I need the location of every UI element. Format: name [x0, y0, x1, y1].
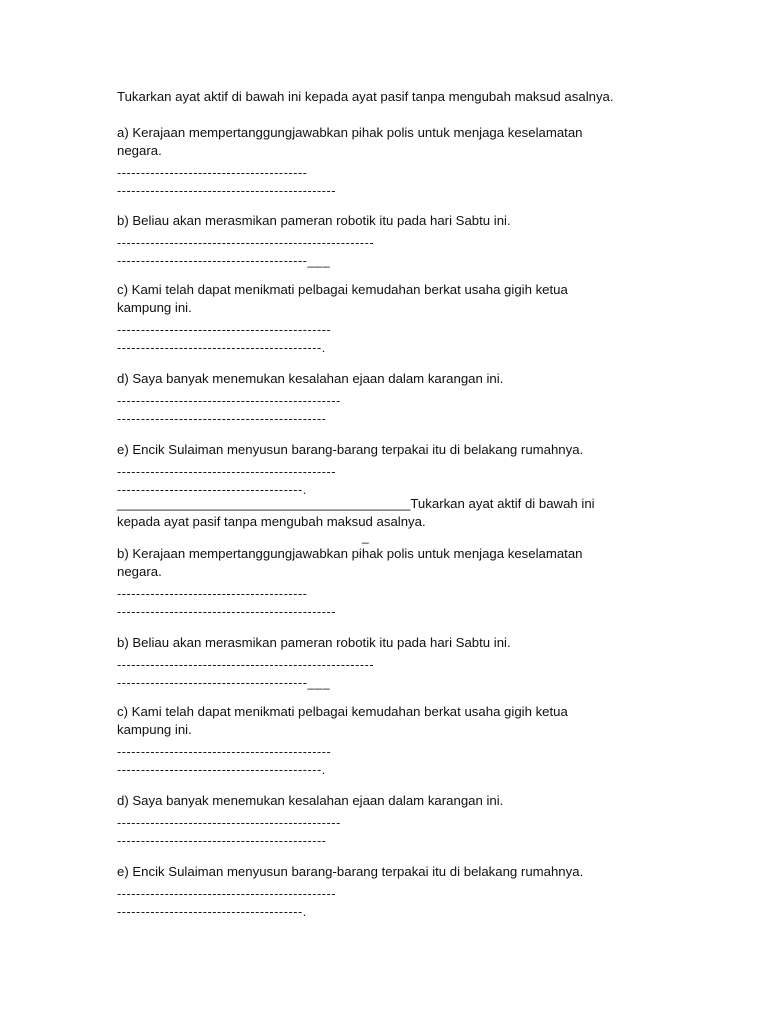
- answer-line: ----------------------------------------------: [117, 605, 337, 619]
- repeated-instruction-line-1: ________________________________________Tukarkan ayat aktif di bawah ini: [117, 496, 595, 511]
- answer-line: ----------------------------------------: [117, 166, 308, 180]
- question-a-line-2: negara.: [117, 143, 162, 158]
- answer-line: ---------------------------------------.: [117, 905, 307, 919]
- answer-line: -------------------------------------------.: [117, 341, 326, 355]
- question-e: e) Encik Sulaiman menyusun barang-barang terpakai itu di belakang rumahnya.: [117, 442, 584, 457]
- answer-line: --------------------------------------------: [117, 834, 327, 848]
- question-a-repeat-line-1: b) Kerajaan mempertanggungjawabkan pihak polis untuk menjaga keselamatan: [117, 546, 583, 561]
- question-a-repeat-line-2: negara.: [117, 564, 162, 579]
- question-c-line-2: kampung ini.: [117, 300, 192, 315]
- answer-line: ----------------------------------------------: [117, 887, 337, 901]
- question-b-repeat: b) Beliau akan merasmikan pameran robotik itu pada hari Sabtu ini.: [117, 635, 511, 650]
- answer-line: ----------------------------------------------: [117, 465, 337, 479]
- answer-line: ----------------------------------------___: [117, 676, 331, 690]
- question-c-line-1: c) Kami telah dapat menikmati pelbagai kemudahan berkat usaha gigih ketua: [117, 282, 568, 297]
- question-d: d) Saya banyak menemukan kesalahan ejaan dalam karangan ini.: [117, 371, 504, 386]
- answer-line: -----------------------------------------------: [117, 394, 341, 408]
- answer-line: ------------------------------------------------------: [117, 236, 375, 250]
- answer-line: ----------------------------------------: [117, 587, 308, 601]
- answer-line: -------------------------------------------.: [117, 763, 326, 777]
- question-a-line-1: a) Kerajaan mempertanggungjawabkan pihak polis untuk menjaga keselamatan: [117, 125, 583, 140]
- question-e-repeat: e) Encik Sulaiman menyusun barang-barang terpakai itu di belakang rumahnya.: [117, 864, 584, 879]
- answer-line: ---------------------------------------------: [117, 323, 332, 337]
- answer-line: -----------------------------------------------: [117, 816, 341, 830]
- answer-line: ------------------------------------------------------: [117, 658, 375, 672]
- stray-underscore: _: [362, 530, 369, 544]
- question-c-repeat-line-1: c) Kami telah dapat menikmati pelbagai kemudahan berkat usaha gigih ketua: [117, 704, 568, 719]
- instruction-text: Tukarkan ayat aktif di bawah ini kepada ayat pasif tanpa mengubah maksud asalnya.: [117, 89, 614, 104]
- answer-line: ----------------------------------------___: [117, 254, 331, 268]
- answer-line: --------------------------------------------: [117, 412, 327, 426]
- question-c-repeat-line-2: kampung ini.: [117, 722, 192, 737]
- answer-line: ----------------------------------------------: [117, 184, 337, 198]
- answer-line: ---------------------------------------.: [117, 483, 307, 497]
- answer-line: ---------------------------------------------: [117, 745, 332, 759]
- question-b: b) Beliau akan merasmikan pameran robotik itu pada hari Sabtu ini.: [117, 213, 511, 228]
- repeated-instruction-line-2: kepada ayat pasif tanpa mengubah maksud asalnya.: [117, 514, 426, 529]
- question-d-repeat: d) Saya banyak menemukan kesalahan ejaan dalam karangan ini.: [117, 793, 504, 808]
